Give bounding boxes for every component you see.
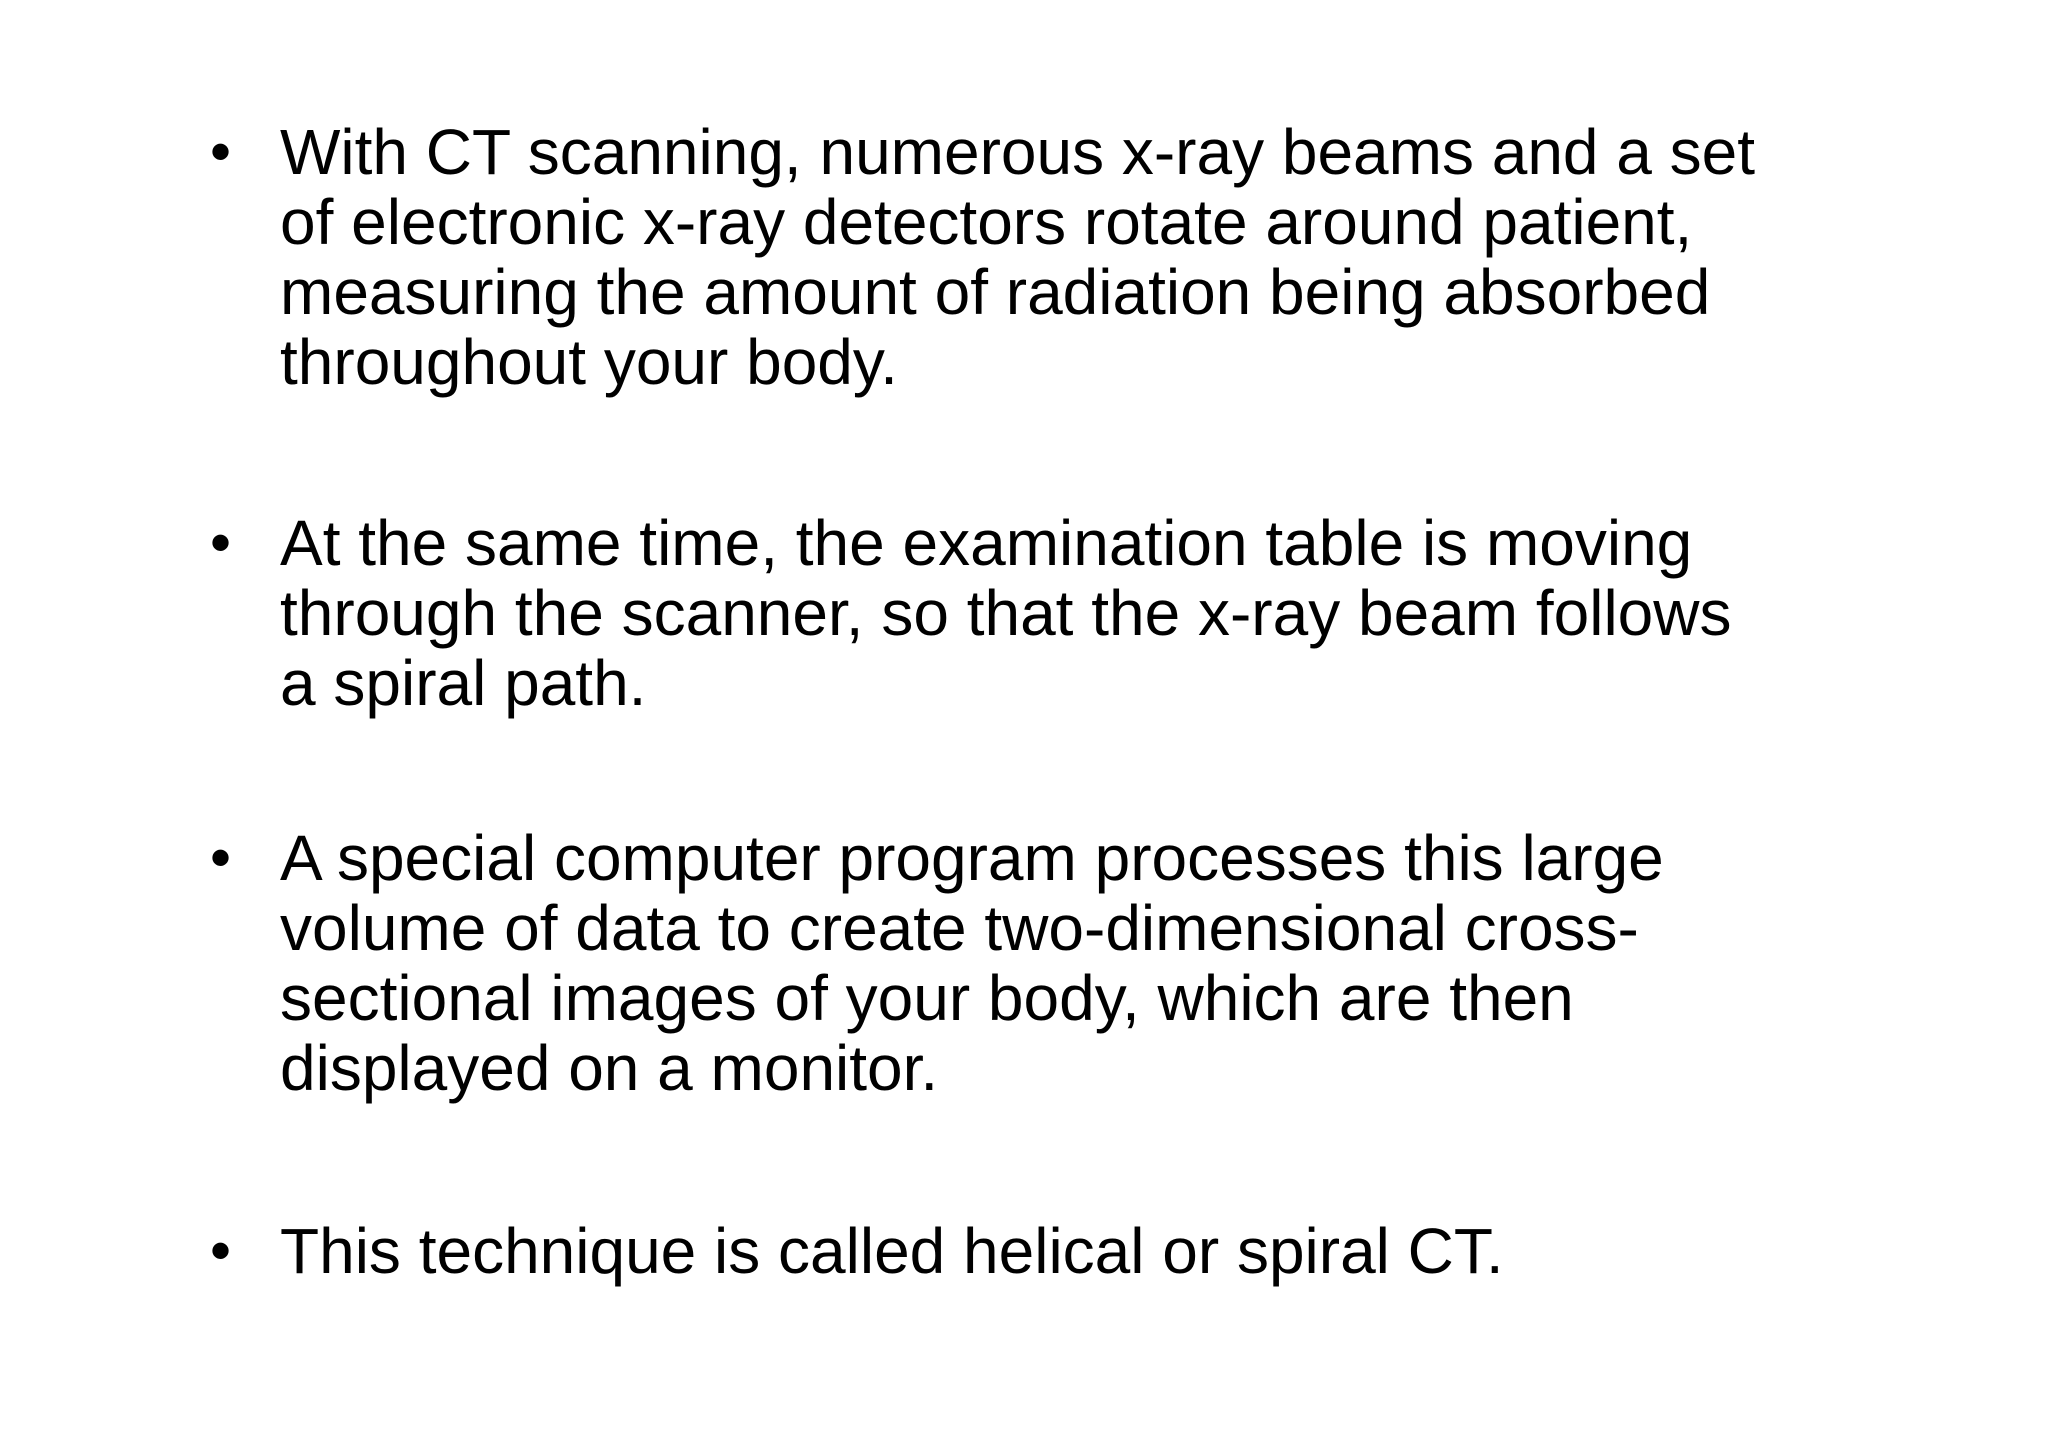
bullet-line: With CT scanning, numerous x-ray beams and a set — [280, 116, 1756, 188]
bullet-text — [280, 823, 1890, 1103]
bullet-item-ct-scanning — [210, 117, 1890, 397]
bullet-text — [280, 508, 1890, 718]
bullet-point-icon: • — [210, 509, 232, 576]
bullet-line: throughout your body. — [280, 326, 898, 398]
bullet-line: measuring the amount of radiation being absorbed — [280, 256, 1711, 328]
bullet-point-icon: • — [210, 1217, 232, 1284]
bullet-line: A special computer program processes this large — [280, 822, 1664, 894]
bullet-item-computer-program — [210, 823, 1890, 1103]
bullet-item-helical-ct — [210, 1216, 1890, 1286]
bullet-text — [280, 117, 1890, 397]
bullet-point-icon: • — [210, 824, 232, 891]
bullet-point-icon: • — [210, 118, 232, 185]
bullet-line: through the scanner, so that the x-ray beam follows — [280, 577, 1732, 649]
bullet-item-table-moving — [210, 508, 1890, 718]
bullet-text — [280, 1216, 1890, 1286]
bullet-line: of electronic x-ray detectors rotate around patient, — [280, 186, 1693, 258]
bullet-line: At the same time, the examination table is moving — [280, 507, 1693, 579]
bullet-line: volume of data to create two-dimensional cross- — [280, 892, 1639, 964]
bullet-line: displayed on a monitor. — [280, 1032, 939, 1104]
bullet-line: sectional images of your body, which are then — [280, 962, 1574, 1034]
bullet-line: a spiral path. — [280, 647, 647, 719]
bullet-line: This technique is called helical or spiral CT. — [280, 1215, 1504, 1287]
